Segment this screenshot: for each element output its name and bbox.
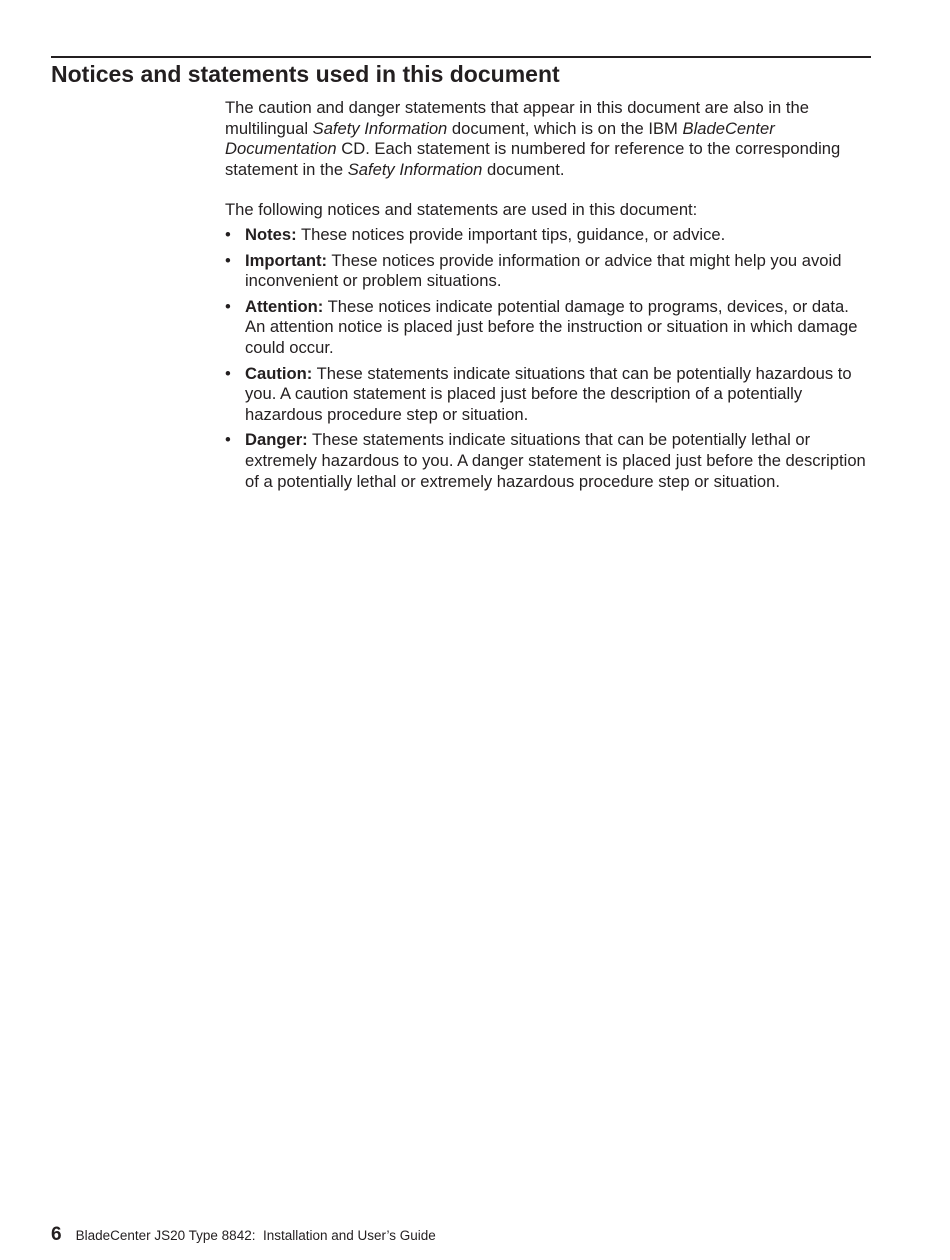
notice-list bbox=[225, 225, 871, 492]
intro-paragraph bbox=[225, 98, 871, 180]
intro-text-2: document, which is on the IBM bbox=[447, 118, 683, 138]
intro-text-1: The caution and danger statements that appear in this document are also in the multilingual bbox=[225, 98, 809, 138]
intro-italic-2: BladeCenter Documentation bbox=[225, 118, 775, 159]
list-intro: The following notices and statements are used in this document: bbox=[225, 200, 698, 220]
intro-italic-1: Safety Information bbox=[312, 118, 448, 138]
notice-term: Notes: bbox=[245, 224, 297, 244]
document-title: BladeCenter JS20 Type 8842: Installation and User’s Guide bbox=[75, 1228, 436, 1243]
notice-item-danger bbox=[225, 430, 871, 492]
notice-item-notes bbox=[225, 225, 871, 246]
notice-text: These statements indicate situations that can be potentially lethal or extremely hazardous to you. A danger statement is placed just before the description of a potentially lethal or extremely hazardous procedure step or situation. bbox=[245, 430, 866, 491]
bullet-icon: • bbox=[225, 296, 231, 316]
notice-term: Danger: bbox=[245, 430, 308, 450]
bullet-icon: • bbox=[225, 430, 231, 450]
notice-text: These notices provide information or advice that might help you avoid inconvenient or problem situations. bbox=[245, 250, 842, 291]
body-content bbox=[225, 98, 871, 497]
notice-text: These notices provide important tips, guidance, or advice. bbox=[296, 224, 726, 244]
notice-term: Caution: bbox=[245, 363, 313, 383]
notice-item-attention bbox=[225, 297, 871, 359]
bullet-icon: • bbox=[225, 250, 231, 270]
notice-text: These statements indicate situations that can be potentially hazardous to you. A caution statement is placed just before the description of a potentially hazardous procedure step or situation. bbox=[245, 363, 852, 424]
intro-text-3: CD. Each statement is numbered for reference to the corresponding statement in the bbox=[225, 139, 841, 179]
notice-term: Attention: bbox=[245, 296, 324, 316]
intro-text-4: document. bbox=[482, 159, 565, 179]
bullet-icon: • bbox=[225, 363, 231, 383]
notice-term: Important: bbox=[245, 250, 328, 270]
notice-item-caution bbox=[225, 364, 871, 426]
intro-italic-3: Safety Information bbox=[347, 159, 483, 179]
notice-text: These notices indicate potential damage to programs, devices, or data. An attention notice is placed just before the instruction or situation in which damage could occur. bbox=[245, 296, 858, 357]
page-number: 6 bbox=[51, 1224, 62, 1245]
notice-item-important bbox=[225, 251, 871, 292]
bullet-icon: • bbox=[225, 224, 231, 244]
page-footer bbox=[51, 1224, 436, 1246]
page-title: Notices and statements used in this document bbox=[51, 61, 560, 87]
